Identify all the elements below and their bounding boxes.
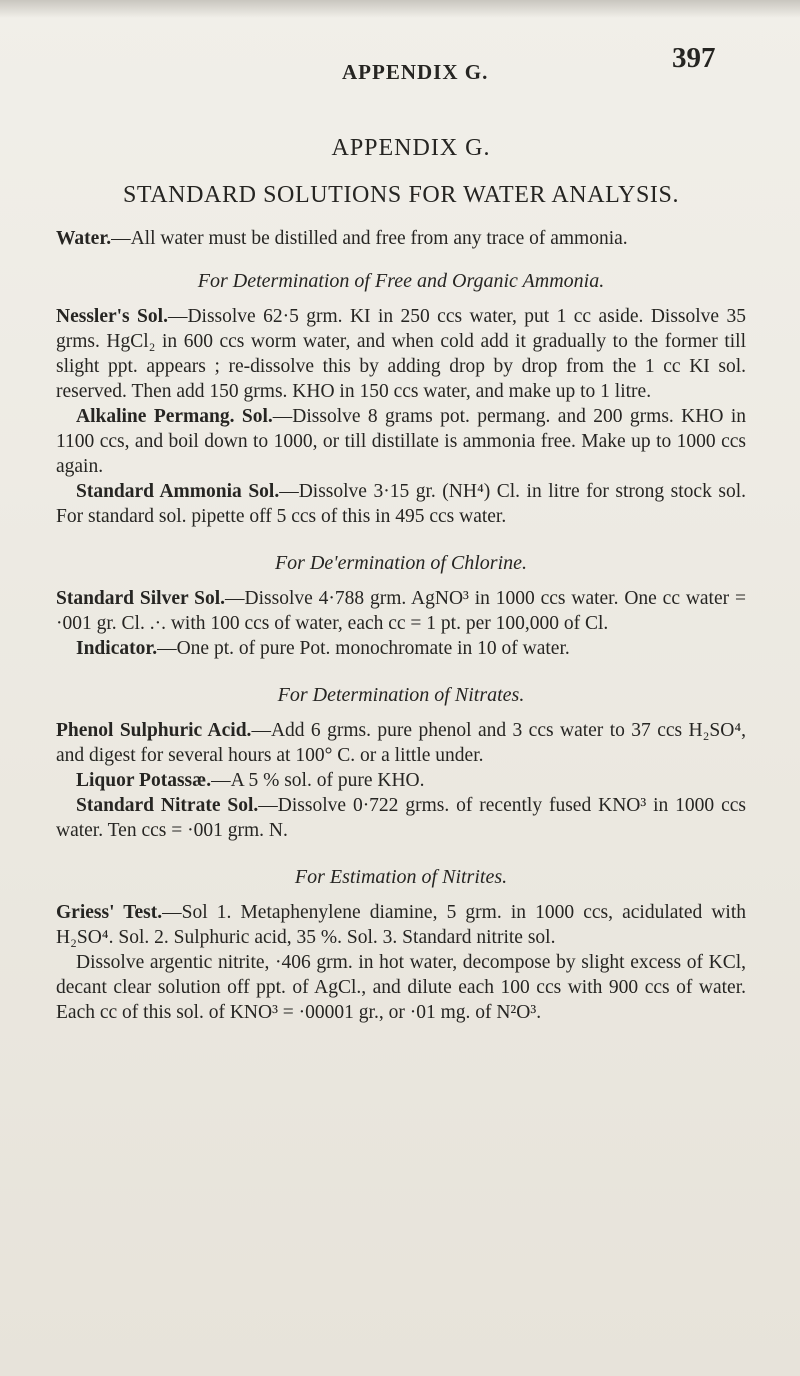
entry-standard-silver [56,586,746,636]
water-paragraph [56,226,746,251]
water-text: —All water must be distilled and free from any trace of ammonia. [111,228,628,249]
section-heading-chlorine: For De'ermination of Chlorine. [274,552,528,574]
entry-indicator [56,636,746,661]
entry-text: —Dissolve 4·788 grm. AgNO³ in 1000 ccs water. One cc water = ·001 gr. Cl. .·. with 100 ccs of water, each cc = 1 pt. per 100,000 of Cl. [56,588,746,634]
entry-text: —Sol 1. Metaphenylene diamine, 5 grm. in 1000 ccs, acidulated with H₂SO⁴. Sol. 2. Sulphuric acid, 35 %. Sol. 3. Standard nitrite sol. [56,902,747,948]
entry-text: —One pt. of pure Pot. monochromate in 10 of water. [157,638,570,659]
section-heading-nitrates: For Determination of Nitrates. [277,684,525,706]
entry-term: Standard Ammonia Sol. [76,481,280,502]
main-title: STANDARD SOLUTIONS FOR WATER ANALYSIS. [122,182,680,208]
entry-argentic-nitrite [56,950,746,1025]
entry-phenol-sulphuric [56,718,746,768]
entry-text: Dissolve argentic nitrite, ·406 grm. in hot water, decompose by slight excess of KCl, decant clear solution off ppt. of AgCl., and dilute each 100 ccs with 900 ccs of water. Each cc of this sol. of KNO³ = ·00001 gr., or ·01 mg. of N²O³. [56,952,746,1023]
appendix-title: APPENDIX G. [331,135,491,161]
entry-standard-nitrate [56,793,746,843]
entry-text: —Add 6 grms. pure phenol and 3 ccs water to 37 ccs H₂SO⁴, and digest for several hours at 100° C. or a little under. [56,720,747,766]
section-heading-ammonia: For Determination of Free and Organic Ammonia. [197,270,605,292]
entry-text: —Dissolve 62·5 grm. KI in 250 ccs water, put 1 cc aside. Dissolve 35 grms. HgCl₂ in 600 ccs worm water, and when cold add it gradually to the former till slight ppt. appears ; re-dissolve this by adding drop by drop from the 1 cc KI sol. reserved. Then add 150 grms. KHO in 150 ccs water, and make up to 1 litre. [56,306,746,402]
entry-term: Nessler's Sol. [56,306,168,327]
entry-alkaline-permang [56,404,746,479]
entry-term: Griess' Test. [56,902,163,923]
entry-term: Phenol Sulphuric Acid. [56,720,252,741]
page-content [56,136,746,1025]
page-edge-shadow [0,0,800,18]
entry-text: —Dissolve 8 grams pot. permang. and 200 grms. KHO in 1100 ccs, and boil down to 1000, or till distillate is ammonia free. Make up to 1000 ccs again. [56,406,746,477]
entry-liquor-potassae [56,768,746,793]
entry-term: Liquor Potassæ. [76,770,212,791]
entry-term: Alkaline Permang. Sol. [76,406,273,427]
water-term: Water. [56,228,112,249]
entry-term: Indicator. [76,638,158,659]
entry-term: Standard Nitrate Sol. [76,795,259,816]
running-head: APPENDIX G. [342,60,489,84]
entry-text: —Dissolve 3·15 gr. (NH⁴) Cl. in litre for strong stock sol. For standard sol. pipette off 5 ccs of this in 495 ccs water. [56,481,746,527]
entry-text: —Dissolve 0·722 grms. of recently fused KNO³ in 1000 ccs water. Ten ccs = ·001 grm. N. [56,795,746,841]
entry-nessler [56,304,746,404]
page-number: 397 [672,42,716,74]
entry-standard-ammonia [56,479,746,529]
entry-text: —A 5 % sol. of pure KHO. [211,770,425,791]
entry-griess-test [56,900,746,950]
section-heading-nitrites: For Estimation of Nitrites. [294,866,508,888]
entry-term: Standard Silver Sol. [56,588,226,609]
